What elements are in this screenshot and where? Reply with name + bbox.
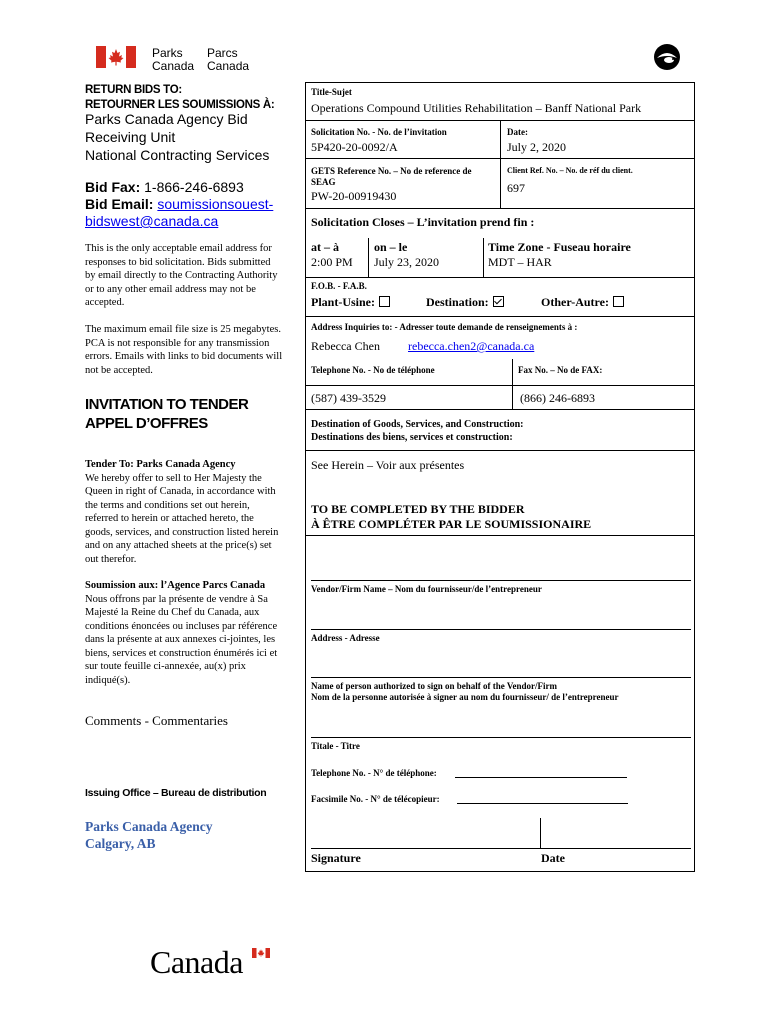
- vendor-name-field[interactable]: [311, 560, 691, 580]
- title-field[interactable]: [311, 717, 691, 737]
- destination-goods-label: Destination of Goods, Services, and Construction: Destinations des biens, services et construction:: [311, 419, 524, 443]
- canada-wordmark-flag-icon: [252, 948, 270, 958]
- client-ref-value: 697: [507, 181, 525, 195]
- contact-name: Rebecca Chen: [311, 339, 380, 353]
- parcs-canada-fr: Parcs Canada: [207, 46, 250, 73]
- beaver-emblem-icon: [652, 42, 682, 72]
- phone-field-label: Telephone No. - N° de téléphone:: [311, 768, 437, 778]
- signature-field[interactable]: [311, 818, 539, 848]
- telephone-label: Telephone No. - No de téléphone: [311, 365, 435, 375]
- on-value: July 23, 2020: [374, 255, 440, 269]
- comments-label: Comments - Commentaries: [85, 713, 228, 728]
- gets-label: GETS Reference No. – No de reference de SEAG: [311, 166, 472, 187]
- email-note: This is the only acceptable email address for responses to bid solicitation. Bids submitted by email directly to the Contracting Authority or to any other email address may not be accepted.: [85, 243, 278, 308]
- address-inquiries-label: Address Inquiries to: - Adresser toute demande de renseignements à :: [311, 322, 578, 332]
- closes-label: Solicitation Closes – L’invitation prend fin :: [311, 215, 535, 229]
- bid-email-link-continued[interactable]: bidswest@canada.ca: [85, 213, 219, 229]
- canada-wordmark: Canada: [150, 944, 243, 980]
- fob-label: F.O.B. - F.A.B.: [311, 281, 367, 291]
- solicitation-value: 5P420-20-0092/A: [311, 140, 398, 154]
- destination-option[interactable]: Destination:: [426, 295, 504, 310]
- date-label: Date:: [507, 127, 528, 137]
- at-label: at – à: [311, 240, 339, 254]
- title-field-label: Titale - Titre: [311, 741, 360, 751]
- soumission-block: Soumission aux: l’Agence Parcs Canada Nous offrons par la présente de vendre à Sa Majesté la Reine du Chef du Canada, aux conditions énoncées ou incluses par référence dans la présente at aux annexes ci-jointes, les biens, services et construction énumérés ici et sur toute feuille ci-annexée, au(x) prix indiqué(s).: [85, 580, 278, 686]
- invitation-heading: INVITATION TO TENDER APPEL D’OFFRES: [85, 396, 249, 432]
- solicitation-label: Solicitation No. - No. de l’invitation: [311, 127, 447, 137]
- return-bids-heading: RETURN BIDS TO: RETOURNER LES SOUMISSIONS À:: [85, 84, 275, 111]
- other-checkbox[interactable]: [613, 296, 624, 307]
- signature-label: Signature: [311, 851, 361, 865]
- timezone-label: Time Zone - Fuseau horaire: [488, 240, 631, 254]
- timezone-value: MDT – HAR: [488, 255, 552, 269]
- client-ref-label: Client Ref. No. – No. de réf du client.: [507, 166, 633, 175]
- canada-flag-icon: [96, 46, 136, 68]
- bid-email: Bid Email: soumissionsouest-: [85, 196, 274, 212]
- address-field[interactable]: [311, 609, 691, 629]
- authorized-person-field[interactable]: [311, 657, 691, 677]
- bid-email-link[interactable]: soumissionsouest-: [157, 196, 274, 212]
- other-option[interactable]: Other-Autre:: [541, 295, 624, 310]
- on-label: on – le: [374, 240, 408, 254]
- see-herein: See Herein – Voir aux présentes: [311, 458, 465, 472]
- plant-option[interactable]: Plant-Usine:: [311, 295, 390, 310]
- fax-label: Fax No. – No de FAX:: [518, 365, 603, 375]
- bid-fax: Bid Fax: 1-866-246-6893: [85, 179, 244, 195]
- date-field[interactable]: [542, 818, 690, 848]
- phone-field[interactable]: [455, 777, 627, 778]
- issuing-office-heading: Issuing Office – Bureau de distribution: [85, 787, 267, 799]
- destination-checkbox[interactable]: [493, 296, 504, 307]
- gets-value: PW-20-00919430: [311, 189, 397, 203]
- date-field-label: Date: [541, 851, 565, 865]
- authorized-person-label: Name of person authorized to sign on behalf of the Vendor/Firm Nom de la personne autorisée à signer au nom du fournisseur/ de l’entrepreneur: [311, 681, 619, 702]
- date-value: July 2, 2020: [507, 140, 567, 154]
- title-label: Title-Sujet: [311, 87, 352, 97]
- contact-email-link[interactable]: rebecca.chen2@canada.ca: [408, 339, 535, 353]
- address-field-label: Address - Adresse: [311, 633, 380, 643]
- issuing-office-address: Parks Canada Agency Calgary, AB: [85, 819, 213, 851]
- parks-canada-en: Parks Canada: [152, 46, 195, 73]
- fax-field-label: Facsimile No. - N° de télécopieur:: [311, 794, 440, 804]
- at-value: 2:00 PM: [311, 255, 353, 269]
- telephone-value: (587) 439-3529: [311, 391, 386, 405]
- bidder-heading: TO BE COMPLETED BY THE BIDDER À ÊTRE COMPLÉTER PAR LE SOUMISSIONAIRE: [311, 502, 592, 531]
- receiving-unit-address: Parks Canada Agency Bid Receiving Unit National Contracting Services: [85, 111, 270, 163]
- vendor-name-label: Vendor/Firm Name – Nom du fournisseur/de l’entrepreneur: [311, 584, 542, 594]
- fax-value: (866) 246-6893: [520, 391, 595, 405]
- bid-email-continued: [85, 212, 218, 230]
- plant-checkbox[interactable]: [379, 296, 390, 307]
- title-value: Operations Compound Utilities Rehabilitation – Banff National Park: [311, 101, 642, 115]
- fax-field[interactable]: [457, 803, 628, 804]
- tender-to-block: Tender To: Parks Canada Agency We hereby offer to sell to Her Majesty the Queen in right of Canada, in accordance with the terms and conditions set out herein, referred to herein or attached hereto, the goods, services, and construction listed herein and on any attached sheets at the price(s) set out therefor.: [85, 459, 279, 565]
- file-size-note: The maximum email file size is 25 megabytes. PCA is not responsible for any transmission errors. Emails with links to bid documents will not be accepted.: [85, 324, 283, 376]
